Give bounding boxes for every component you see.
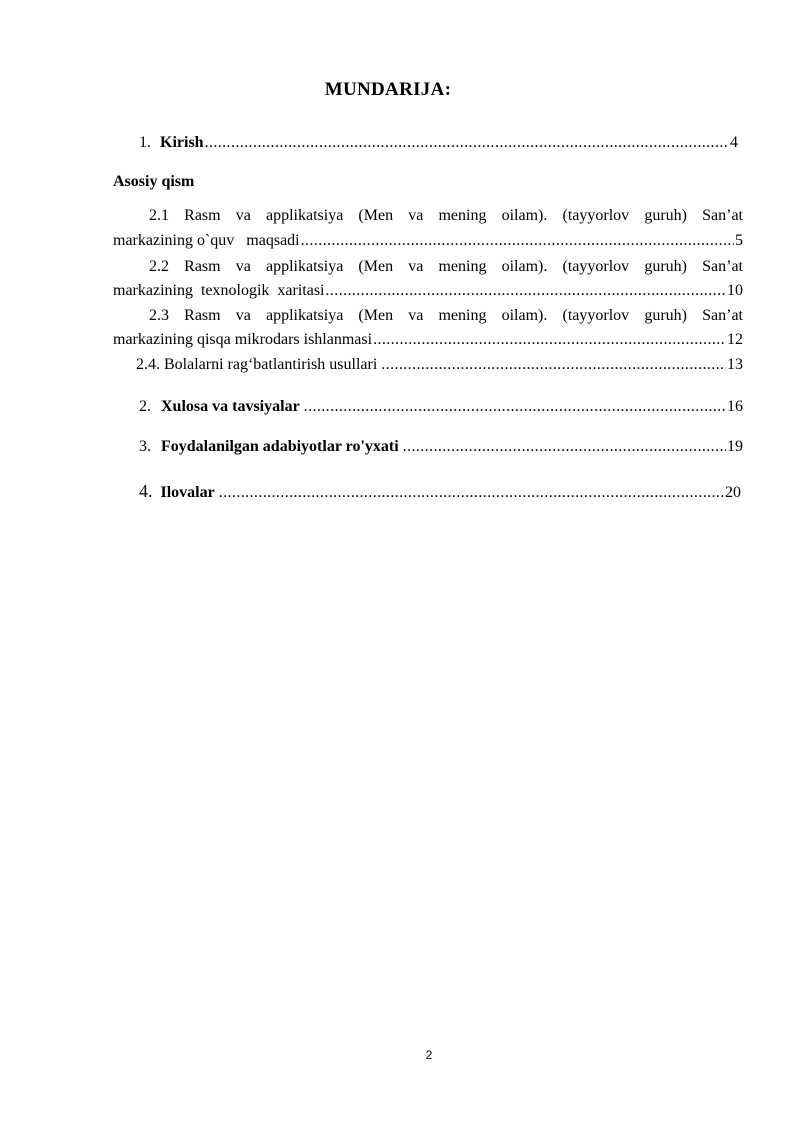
toc-leader-dots <box>304 396 726 418</box>
toc-entry-page: 19 <box>727 438 743 455</box>
toc-entry-label: markazining qisqa mikrodars ishlanmasi <box>113 331 373 348</box>
toc-entry-page: 16 <box>727 398 743 415</box>
toc-entry-page: 12 <box>727 331 743 348</box>
toc-entry-index: 1. <box>139 134 151 151</box>
toc-entry-label: markazining texnologik xaritasi <box>113 282 325 299</box>
toc-entry-label: Kirish <box>160 134 204 151</box>
toc-entry-page: 4 <box>730 134 738 151</box>
toc-leader-dots <box>205 132 729 154</box>
toc-main-heading: Asosiy qism <box>113 173 195 190</box>
toc-leader-dots <box>373 329 726 351</box>
toc-entry-2-4[interactable] <box>136 354 743 376</box>
toc-entry-index: 3. <box>139 438 151 455</box>
toc-entry-references[interactable] <box>139 436 743 458</box>
toc-entry-index: 2. <box>139 398 151 415</box>
toc-entry-label: Ilovalar <box>160 484 215 501</box>
page-title: MUNDARIJA: <box>324 79 452 100</box>
toc-entry-2-1-line1: 2.1 Rasm va applikatsiya (Men va mening oilam). (tayyorlov guruh) San’at <box>149 207 743 224</box>
toc-entry-index: 4. <box>139 481 153 501</box>
toc-entry-label: Xulosa va tavsiyalar <box>161 398 300 415</box>
toc-entry-2-2-line1: 2.2 Rasm va applikatsiya (Men va mening oilam). (tayyorlov guruh) San’at <box>149 258 743 275</box>
toc-entry-page: 13 <box>727 356 743 373</box>
toc-entry-conclusion[interactable] <box>139 396 743 418</box>
toc-entry-page: 10 <box>727 282 743 299</box>
toc-entry-intro[interactable] <box>139 132 738 154</box>
toc-leader-dots <box>301 230 734 252</box>
toc-entry-label: Bolalarni rag‘batlantirish usullari <box>164 356 378 373</box>
toc-entry-label: Foydalanilgan adabiyotlar ro'yxati <box>161 438 399 455</box>
toc-entry-index: 2.4. <box>136 356 160 373</box>
toc-entry-2-2[interactable] <box>113 280 743 302</box>
toc-entry-2-3[interactable] <box>113 329 743 351</box>
toc-leader-dots <box>381 354 726 376</box>
toc-leader-dots <box>219 482 724 504</box>
toc-entry-page: 5 <box>735 232 743 249</box>
toc-entry-2-1[interactable] <box>113 230 743 252</box>
toc-entry-appendix[interactable] <box>139 480 741 502</box>
toc-leader-dots <box>326 280 727 302</box>
toc-entry-page: 20 <box>725 484 741 501</box>
toc-entry-2-3-line1: 2.3 Rasm va applikatsiya (Men va mening oilam). (tayyorlov guruh) San’at <box>149 307 743 324</box>
toc-leader-dots <box>403 436 726 458</box>
page-number: 2 <box>425 1048 433 1062</box>
toc-entry-label: markazining o`quv maqsadi <box>113 232 300 249</box>
